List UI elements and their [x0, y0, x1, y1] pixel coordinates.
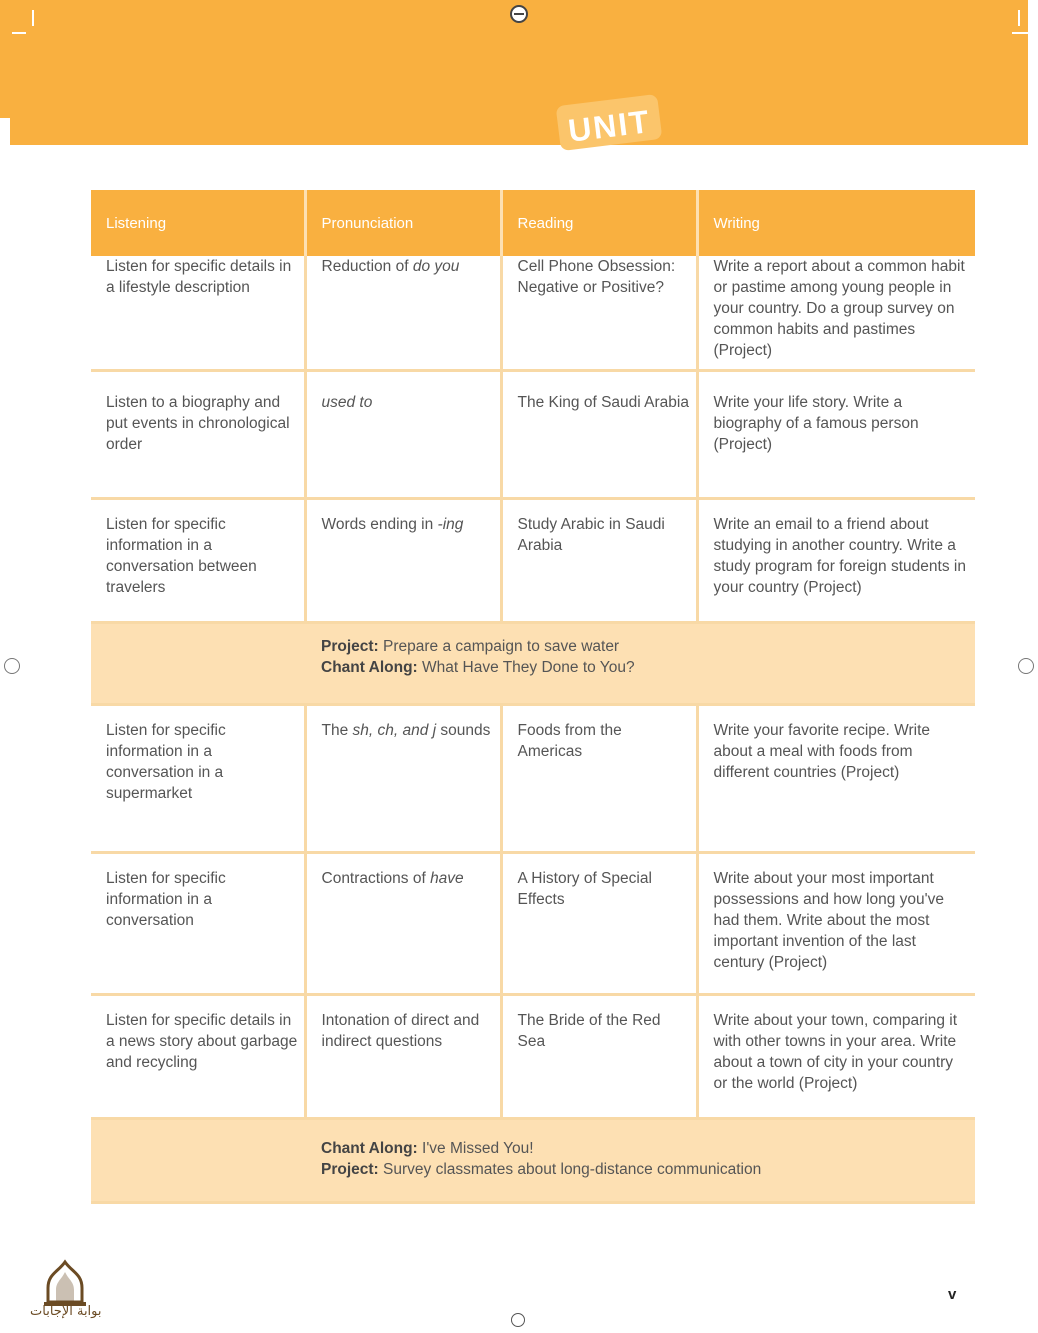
listening-cell: Listen for specific information in a conversation in a supermarket — [91, 705, 305, 853]
pronunciation-suffix: sounds — [436, 722, 491, 739]
project-text: Prepare a campaign to save water — [378, 638, 620, 655]
crop-mark — [12, 32, 26, 34]
unit-badge: UNIT — [556, 94, 663, 151]
header-listening: Listening — [91, 190, 305, 256]
listening-cell: Listen for specific details in a lifestyle description — [91, 256, 305, 371]
pronunciation-text: Reduction of — [321, 258, 413, 275]
pronunciation-cell — [305, 853, 501, 995]
header-writing: Writing — [697, 190, 975, 256]
reading-cell: The Bride of the Red Sea — [501, 995, 697, 1119]
reading-cell: The King of Saudi Arabia — [501, 371, 697, 499]
registration-mark-icon — [4, 658, 20, 674]
pronunciation-italic: -ing — [437, 516, 464, 533]
writing-cell: Write an email to a friend about studying in another country. Write a study program for foreign students in your country (Project) — [697, 499, 975, 623]
writing-cell: Write about your most important possessions and how long you've had them. Write about the most important invention of the last century (Project) — [697, 853, 975, 995]
reading-cell: Study Arabic in Saudi Arabia — [501, 499, 697, 623]
pronunciation-cell — [305, 499, 501, 623]
table-row — [91, 371, 975, 499]
pronunciation-text: Contractions of — [321, 870, 431, 887]
pronunciation-text: The — [321, 722, 353, 739]
pronunciation-cell — [305, 995, 501, 1119]
writing-cell: Write about your town, comparing it with other towns in your area. Write about a town of city in your country or the world (Project) — [697, 995, 975, 1119]
project-label: Project: — [321, 638, 379, 655]
reading-cell: Cell Phone Obsession: Negative or Positive? — [501, 256, 697, 371]
chant-label: Chant Along: — [321, 659, 418, 676]
band-line — [321, 657, 969, 678]
table-header-row — [91, 190, 975, 256]
band-line — [321, 1159, 969, 1180]
reading-cell: Foods from the Americas — [501, 705, 697, 853]
crop-mark — [1018, 10, 1020, 26]
registration-mark-icon — [510, 5, 528, 23]
table-row — [91, 499, 975, 623]
chant-text: What Have They Done to You? — [417, 659, 635, 676]
listening-cell: Listen to a biography and put events in chronological order — [91, 371, 305, 499]
registration-mark-icon — [511, 1313, 525, 1327]
writing-cell: Write your favorite recipe. Write about a meal with foods from different countries (Project) — [697, 705, 975, 853]
project-band — [91, 623, 975, 705]
writing-cell: Write your life story. Write a biography of a famous person (Project) — [697, 371, 975, 499]
project-band — [91, 1119, 975, 1203]
listening-cell: Listen for specific information in a conversation between travelers — [91, 499, 305, 623]
table-row — [91, 705, 975, 853]
header-reading: Reading — [501, 190, 697, 256]
crop-mark — [32, 10, 34, 26]
pronunciation-text: Intonation of direct and indirect questions — [321, 1012, 480, 1050]
project-label: Project: — [321, 1161, 379, 1178]
pronunciation-cell — [305, 256, 501, 371]
table-row — [91, 256, 975, 371]
project-text: Survey classmates about long-distance communication — [378, 1161, 762, 1178]
listening-cell: Listen for specific information in a conversation — [91, 853, 305, 995]
table-row — [91, 995, 975, 1119]
chant-label: Chant Along: — [321, 1140, 418, 1157]
writing-cell: Write a report about a common habit or pastime among young people in your country. Do a group survey on common habits and pastimes (Project) — [697, 256, 975, 371]
pronunciation-italic: used to — [321, 394, 373, 411]
pronunciation-cell — [305, 705, 501, 853]
project-band-cell — [91, 1119, 975, 1203]
pronunciation-italic: have — [430, 870, 464, 887]
syllabus-table — [91, 190, 975, 1204]
crop-mark — [1012, 32, 1028, 34]
pronunciation-italic: do you — [412, 258, 460, 275]
registration-mark-icon — [1018, 658, 1034, 674]
pronunciation-text: Words ending in — [321, 516, 438, 533]
pronunciation-italic: sh, ch, and j — [352, 722, 437, 739]
reading-cell: A History of Special Effects — [501, 853, 697, 995]
listening-cell: Listen for specific details in a news story about garbage and recycling — [91, 995, 305, 1119]
logo-text: بوابة الإجابات — [30, 1304, 102, 1319]
table-row — [91, 853, 975, 995]
orange-header-strip — [10, 118, 1028, 145]
chant-text: I've Missed You! — [417, 1140, 534, 1157]
band-line — [321, 1138, 969, 1159]
header-pronunciation: Pronunciation — [305, 190, 501, 256]
project-band-cell — [91, 623, 975, 705]
pronunciation-cell — [305, 371, 501, 499]
band-line — [321, 636, 969, 657]
page-number: v — [948, 1286, 957, 1303]
